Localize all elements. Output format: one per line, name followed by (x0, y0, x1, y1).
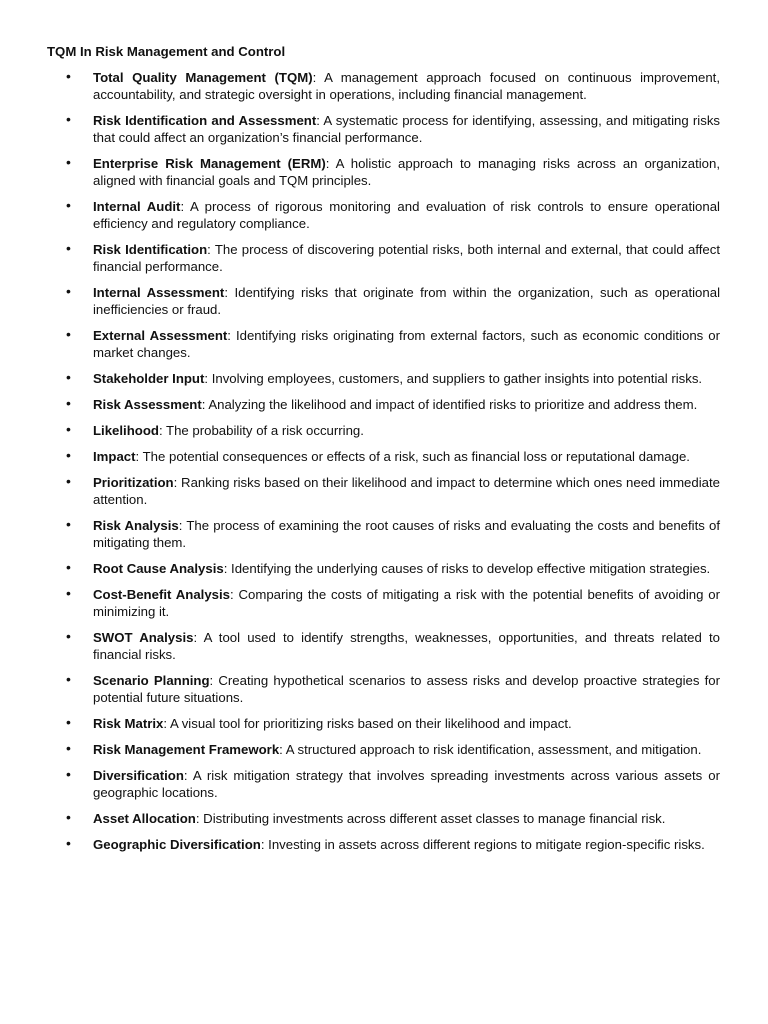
bullet-icon: • (66, 154, 71, 170)
term-definition: : Identifying risks that originate from within the organization, such as operational inefficiencies or fraud. (93, 285, 720, 317)
term-definition: : The process of examining the root causes of risks and evaluating the costs and benefits of mitigating them. (93, 518, 720, 550)
bullet-icon: • (66, 68, 71, 84)
term-definition: : Creating hypothetical scenarios to assess risks and develop proactive strategies for potential future situations. (93, 673, 720, 705)
term-name: Risk Management Framework (93, 742, 280, 757)
term-name: Asset Allocation (93, 811, 196, 826)
list-item (0, 836, 720, 853)
term-name: Prioritization (93, 475, 174, 490)
bullet-icon: • (66, 766, 71, 782)
bullet-icon: • (66, 240, 71, 256)
bullet-icon: • (66, 809, 71, 825)
bullet-icon: • (66, 197, 71, 213)
term-definition: : A management approach focused on continuous improvement, accountability, and strategic oversight in operations, including financial management. (93, 70, 720, 102)
term-definition: : A holistic approach to managing risks across an organization, aligned with financial goals and TQM principles. (93, 156, 720, 188)
bullet-icon: • (66, 283, 71, 299)
term-definition: : A systematic process for identifying, assessing, and mitigating risks that could affect an organization’s financial performance. (93, 113, 721, 145)
term-name: Internal Audit (93, 199, 181, 214)
bullet-icon: • (66, 326, 71, 342)
page-title: TQM In Risk Management and Control (47, 44, 286, 59)
list-item (0, 69, 720, 103)
list-item (0, 396, 720, 413)
term-definition: : A tool used to identify strengths, weaknesses, opportunities, and threats related to financial risks. (93, 630, 720, 662)
bullet-icon: • (66, 559, 71, 575)
list-item (0, 241, 720, 275)
bullet-icon: • (66, 395, 71, 411)
list-item (0, 741, 720, 758)
term-name: Risk Identification and Assessment (93, 113, 317, 128)
term-name: SWOT Analysis (93, 630, 194, 645)
term-name: External Assessment (93, 328, 228, 343)
term-definition: : Comparing the costs of mitigating a risk with the potential benefits of avoiding or minimizing it. (93, 587, 720, 619)
term-definition: : Analyzing the likelihood and impact of identified risks to prioritize and address them. (201, 397, 698, 412)
bullet-icon: • (66, 421, 71, 437)
list-item (0, 370, 720, 387)
term-definition: : Involving employees, customers, and suppliers to gather insights into potential risks. (204, 371, 703, 386)
term-name: Impact (93, 449, 136, 464)
term-definition: : Ranking risks based on their likelihood and impact to determine which ones need immediate attention. (93, 475, 720, 507)
term-definition: : A structured approach to risk identification, assessment, and mitigation. (279, 742, 702, 757)
bullet-icon: • (66, 835, 71, 851)
term-name: Internal Assessment (93, 285, 225, 300)
list-item (0, 715, 720, 732)
list-item (0, 112, 720, 146)
term-name: Likelihood (93, 423, 159, 438)
term-name: Diversification (93, 768, 184, 783)
term-list (0, 69, 768, 862)
list-item (0, 767, 720, 801)
bullet-icon: • (66, 516, 71, 532)
term-definition: : Investing in assets across different regions to mitigate region-specific risks. (260, 837, 705, 852)
bullet-icon: • (66, 369, 71, 385)
list-item (0, 448, 720, 465)
list-item (0, 560, 720, 577)
term-name: Geographic Diversification (93, 837, 261, 852)
term-definition: : A process of rigorous monitoring and evaluation of risk controls to ensure operational efficiency and regulatory compliance. (93, 199, 720, 231)
term-definition: : A visual tool for prioritizing risks based on their likelihood and impact. (163, 716, 572, 731)
term-name: Risk Matrix (93, 716, 164, 731)
bullet-icon: • (66, 628, 71, 644)
term-name: Scenario Planning (93, 673, 210, 688)
term-definition: : Identifying the underlying causes of risks to develop effective mitigation strategies. (223, 561, 711, 576)
term-name: Risk Identification (93, 242, 208, 257)
term-definition: : A risk mitigation strategy that involves spreading investments across various assets or geographic locations. (93, 768, 720, 800)
list-item (0, 198, 720, 232)
list-item (0, 672, 720, 706)
term-definition: : Distributing investments across different asset classes to manage financial risk. (195, 811, 666, 826)
term-name: Enterprise Risk Management (ERM) (93, 156, 326, 171)
list-item (0, 422, 720, 439)
bullet-icon: • (66, 447, 71, 463)
term-definition: : The process of discovering potential risks, both internal and external, that could affect financial performance. (93, 242, 720, 274)
bullet-icon: • (66, 740, 71, 756)
term-definition: : The probability of a risk occurring. (158, 423, 364, 438)
term-name: Risk Assessment (93, 397, 202, 412)
bullet-icon: • (66, 585, 71, 601)
list-item (0, 284, 720, 318)
term-name: Stakeholder Input (93, 371, 205, 386)
term-name: Cost-Benefit Analysis (93, 587, 230, 602)
term-name: Root Cause Analysis (93, 561, 224, 576)
list-item (0, 810, 720, 827)
bullet-icon: • (66, 473, 71, 489)
term-name: Risk Analysis (93, 518, 179, 533)
bullet-icon: • (66, 671, 71, 687)
list-item (0, 517, 720, 551)
list-item (0, 155, 720, 189)
term-definition: : Identifying risks originating from external factors, such as economic conditions or market changes. (93, 328, 720, 360)
list-item (0, 327, 720, 361)
list-item (0, 629, 720, 663)
term-definition: : The potential consequences or effects of a risk, such as financial loss or reputational damage. (135, 449, 690, 464)
list-item (0, 586, 720, 620)
bullet-icon: • (66, 111, 71, 127)
term-name: Total Quality Management (TQM) (93, 70, 313, 85)
bullet-icon: • (66, 714, 71, 730)
list-item (0, 474, 720, 508)
